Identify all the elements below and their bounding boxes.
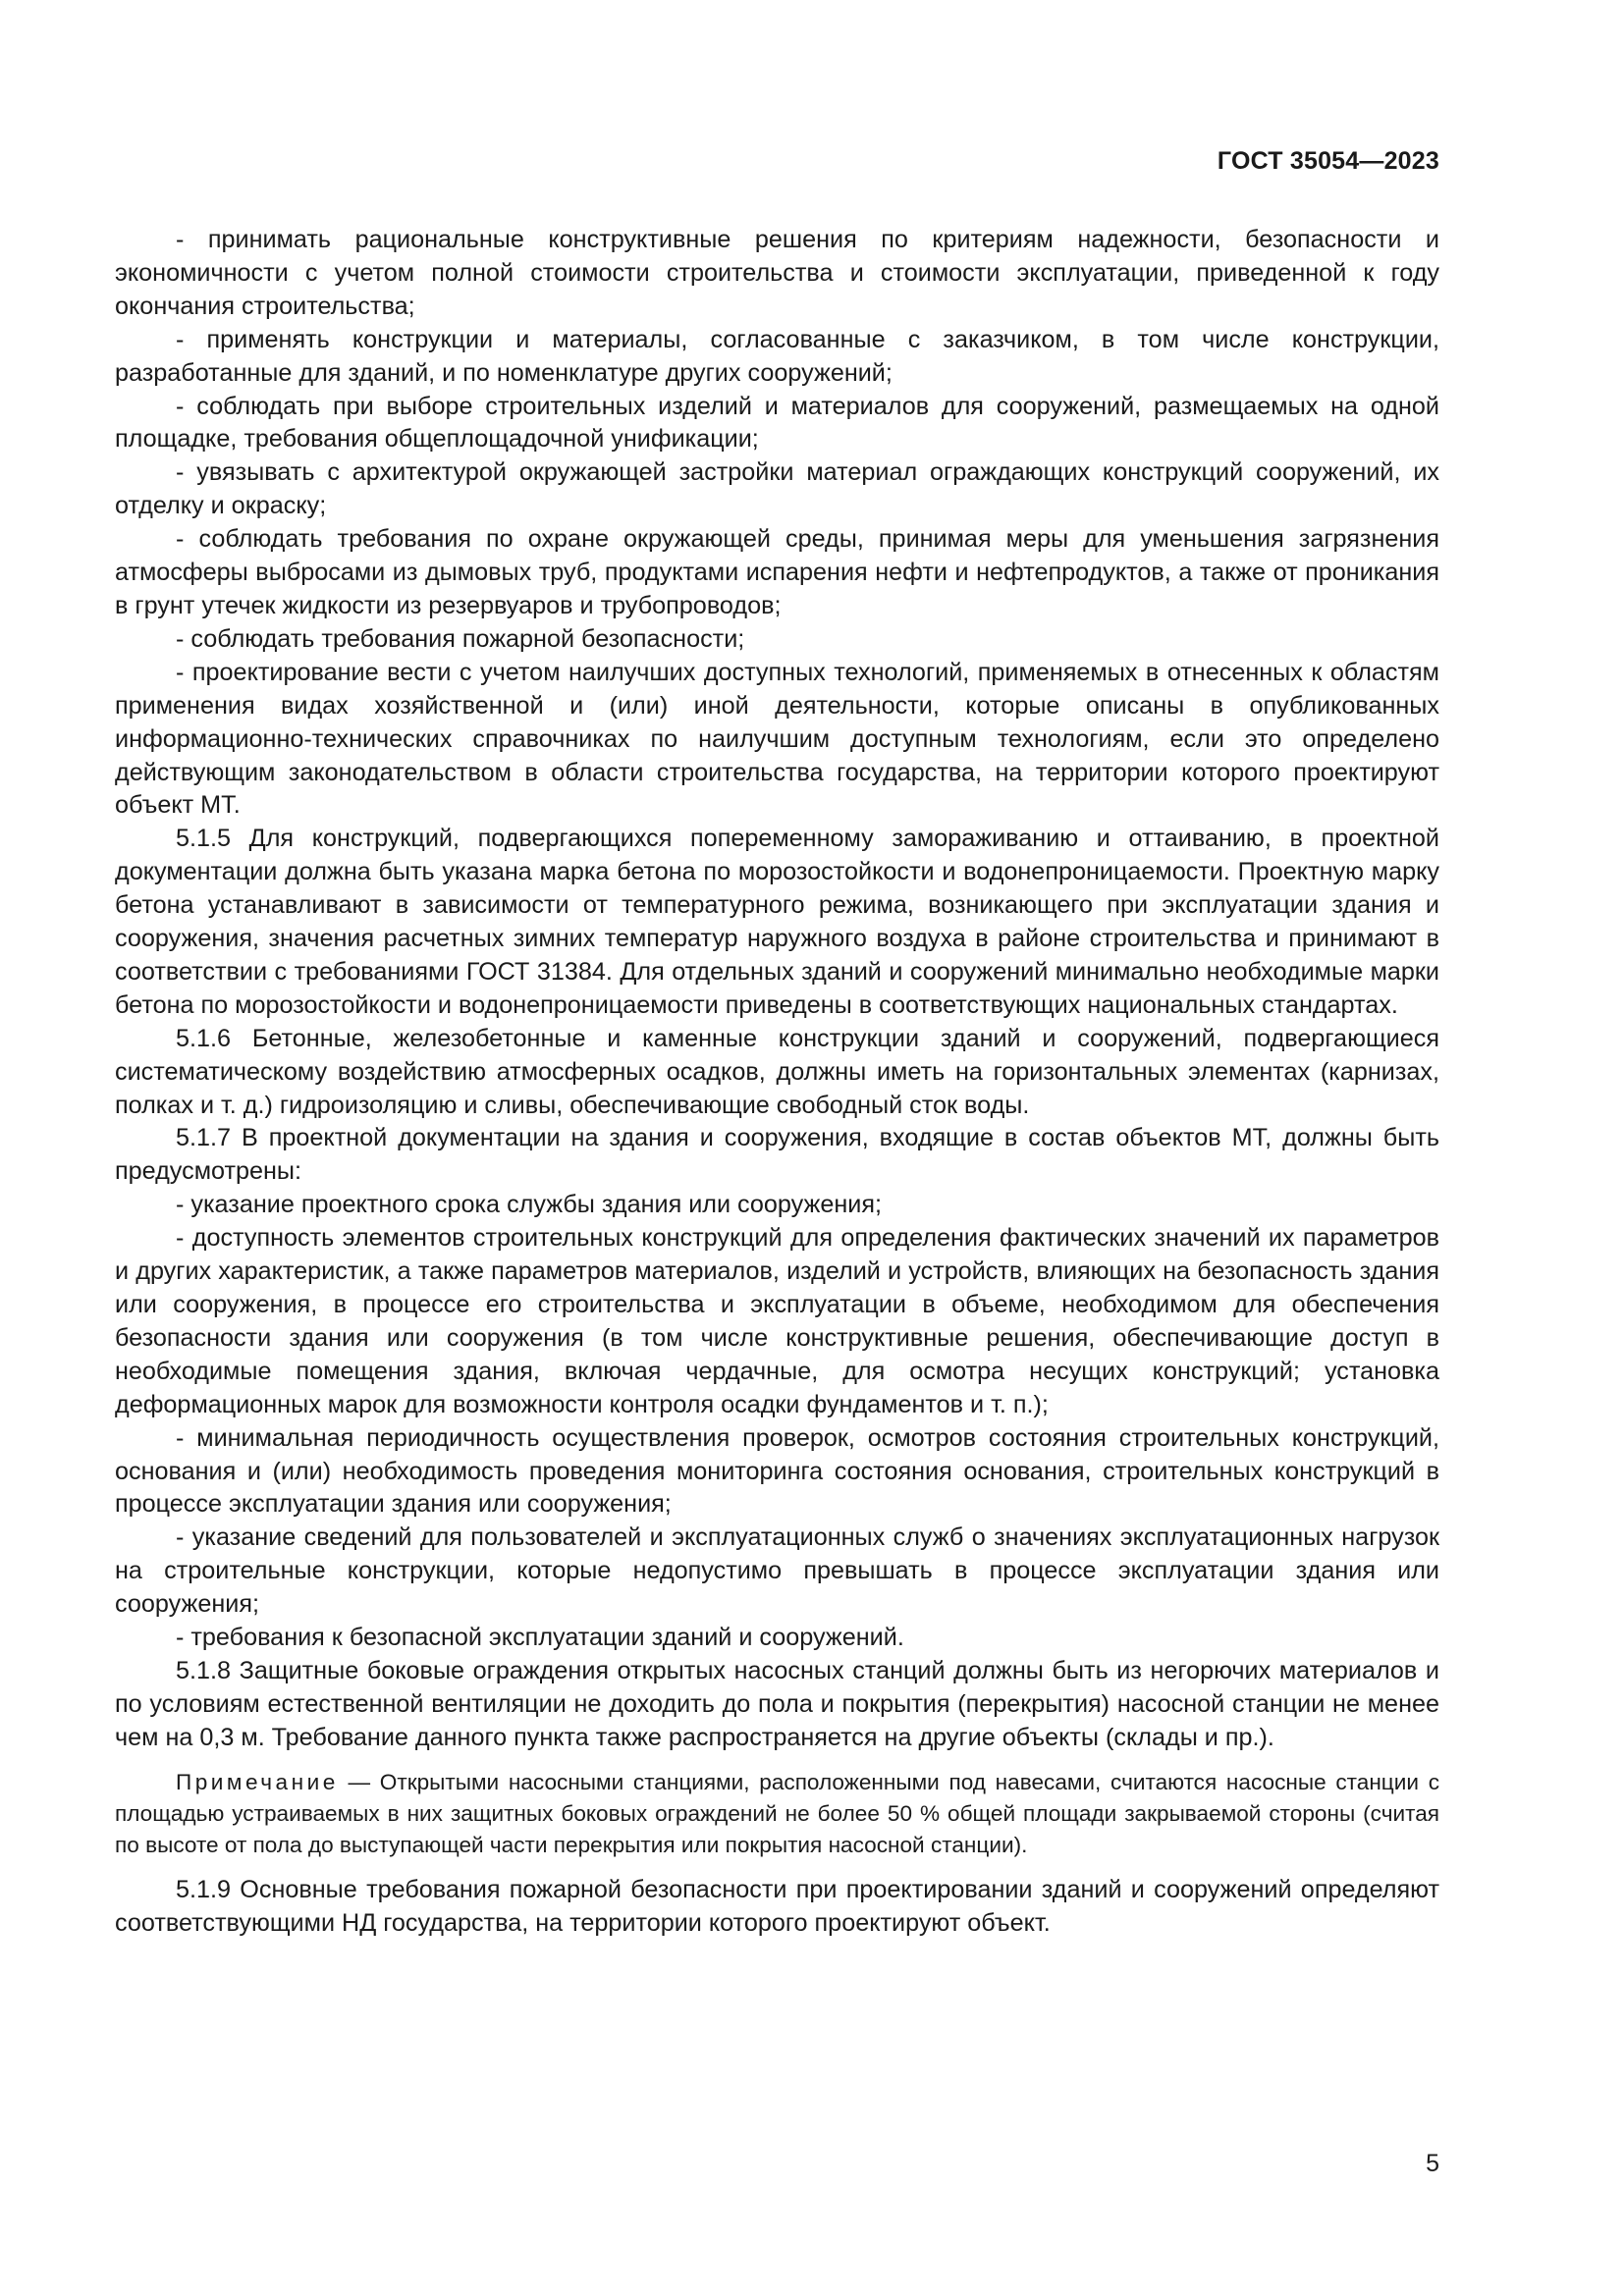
list-item: - принимать рациональные конструктивные решения по критериям надежности, безопасности и экономичности с учетом полной стоимости строительства и стоимости эксплуатации, приведенной к году окончания строительства;	[115, 226, 1439, 320]
list-item: - увязывать с архитектурой окружающей застройки материал ограждающих конструкций сооружений, их отделку и окраску;	[115, 458, 1439, 520]
list-item: - соблюдать требования пожарной безопасности;	[176, 624, 745, 653]
list-item: - минимальная периодичность осуществления проверок, осмотров состояния строительных конструкций, основания и (или) необходимость проведения мониторинга состояния основания, строительных конструкций в процессе эксплуатации здания или сооружения;	[115, 1423, 1439, 1519]
clause-5-1-6: 5.1.6 Бетонные, железобетонные и каменные конструкции зданий и сооружений, подвергающиеся систематическому воздействию атмосферных осадков, должны иметь на горизонтальных элементах (карнизах, полках и т. д.) гидроизоляцию и сливы, обеспечивающие свободный сток воды.	[115, 1024, 1439, 1119]
list-item: - указание сведений для пользователей и эксплуатационных служб о значениях эксплуатационных нагрузок на строительные конструкции, которые недопустимо превышать в процессе эксплуатации здания или сооружения;	[115, 1523, 1439, 1619]
note	[115, 1767, 1439, 1861]
list-item: - применять конструкции и материалы, согласованные с заказчиком, в том числе конструкции, разработанные для зданий, и по номенклатуре других сооружений;	[115, 325, 1439, 387]
document-body	[115, 224, 1439, 1941]
page-number: 5	[1426, 2150, 1439, 2177]
clause-5-1-7: 5.1.7 В проектной документации на здания и сооружения, входящие в состав объектов МТ, должны быть предусмотрены:	[115, 1124, 1439, 1186]
clause-5-1-8: 5.1.8 Защитные боковые ограждения открытых насосных станций должны быть из негорючих материалов и по условиям естественной вентиляции не доходить до пола и покрытия (перекрытия) насосной станции не менее чем на 0,3 м. Требование данного пункта также распространяется на другие объекты (склады и пр.).	[115, 1656, 1439, 1751]
note-text: — Открытыми насосными станциями, расположенными под навесами, считаются насосные станции с площадью устраиваемых в них защитных боковых ограждений не более 50 % общей площади закрываемой стороны (считая по высоте от пола до выступающей части перекрытия или покрытия насосной станции).	[115, 1769, 1439, 1857]
list-item: - соблюдать при выборе строительных изделий и материалов для сооружений, размещаемых на одной площадке, требования общеплощадочной унификации;	[115, 392, 1439, 454]
note-label: Примечание	[176, 1769, 339, 1794]
list-item: - проектирование вести с учетом наилучших доступных технологий, применяемых в отнесенных к областям применения видах хозяйственной и (или) иной деятельности, которые описаны в опубликованных информационно-технических справочниках по наилучшим доступным технологиям, если это определено действующим законодательством в области строительства государства, на территории которого проектируют объект МТ.	[115, 658, 1439, 820]
clause-5-1-9: 5.1.9 Основные требования пожарной безопасности при проектировании зданий и сооружений определяют соответствующими НД государства, на территории которого проектируют объект.	[115, 1875, 1439, 1937]
list-item: - указание проектного срока службы здания или сооружения;	[176, 1191, 883, 1219]
list-item: - требования к безопасной эксплуатации зданий и сооружений.	[176, 1624, 904, 1652]
list-item: - доступность элементов строительных конструкций для определения фактических значений их параметров и других характеристик, а также параметров материалов, изделий и устройств, влияющих на безопасность здания или сооружения, в процессе его строительства и эксплуатации в объеме, необходимом для обеспечения безопасности здания или сооружения (в том числе конструктивные решения, обеспечивающие доступ в необходимые помещения здания, включая чердачные, для осмотра несущих конструкций; установка деформационных марок для возможности контроля осадки фундаментов и т. п.);	[115, 1224, 1439, 1418]
document-page	[115, 0, 1439, 2296]
clause-5-1-5: 5.1.5 Для конструкций, подвергающихся попеременному замораживанию и оттаиванию, в проектной документации должна быть указана марка бетона по морозостойкости и водонепроницаемости. Проектную марку бетона устанавливают в зависимости от температурного режима, возникающего при эксплуатации здания и сооружения, значения расчетных зимних температур наружного воздуха в районе строительства и принимают в соответствии с требованиями ГОСТ 31384. Для отдельных зданий и сооружений минимально необходимые марки бетона по морозостойкости и водонепроницаемости приведены в соответствующих национальных стандартах.	[115, 825, 1439, 1019]
list-item: - соблюдать требования по охране окружающей среды, принимая меры для уменьшения загрязнения атмосферы выбросами из дымовых труб, продуктами испарения нефти и нефтепродуктов, а также от проникания в грунт утечек жидкости из резервуаров и трубопроводов;	[115, 525, 1439, 619]
document-code-header: ГОСТ 35054—2023	[1217, 147, 1439, 175]
